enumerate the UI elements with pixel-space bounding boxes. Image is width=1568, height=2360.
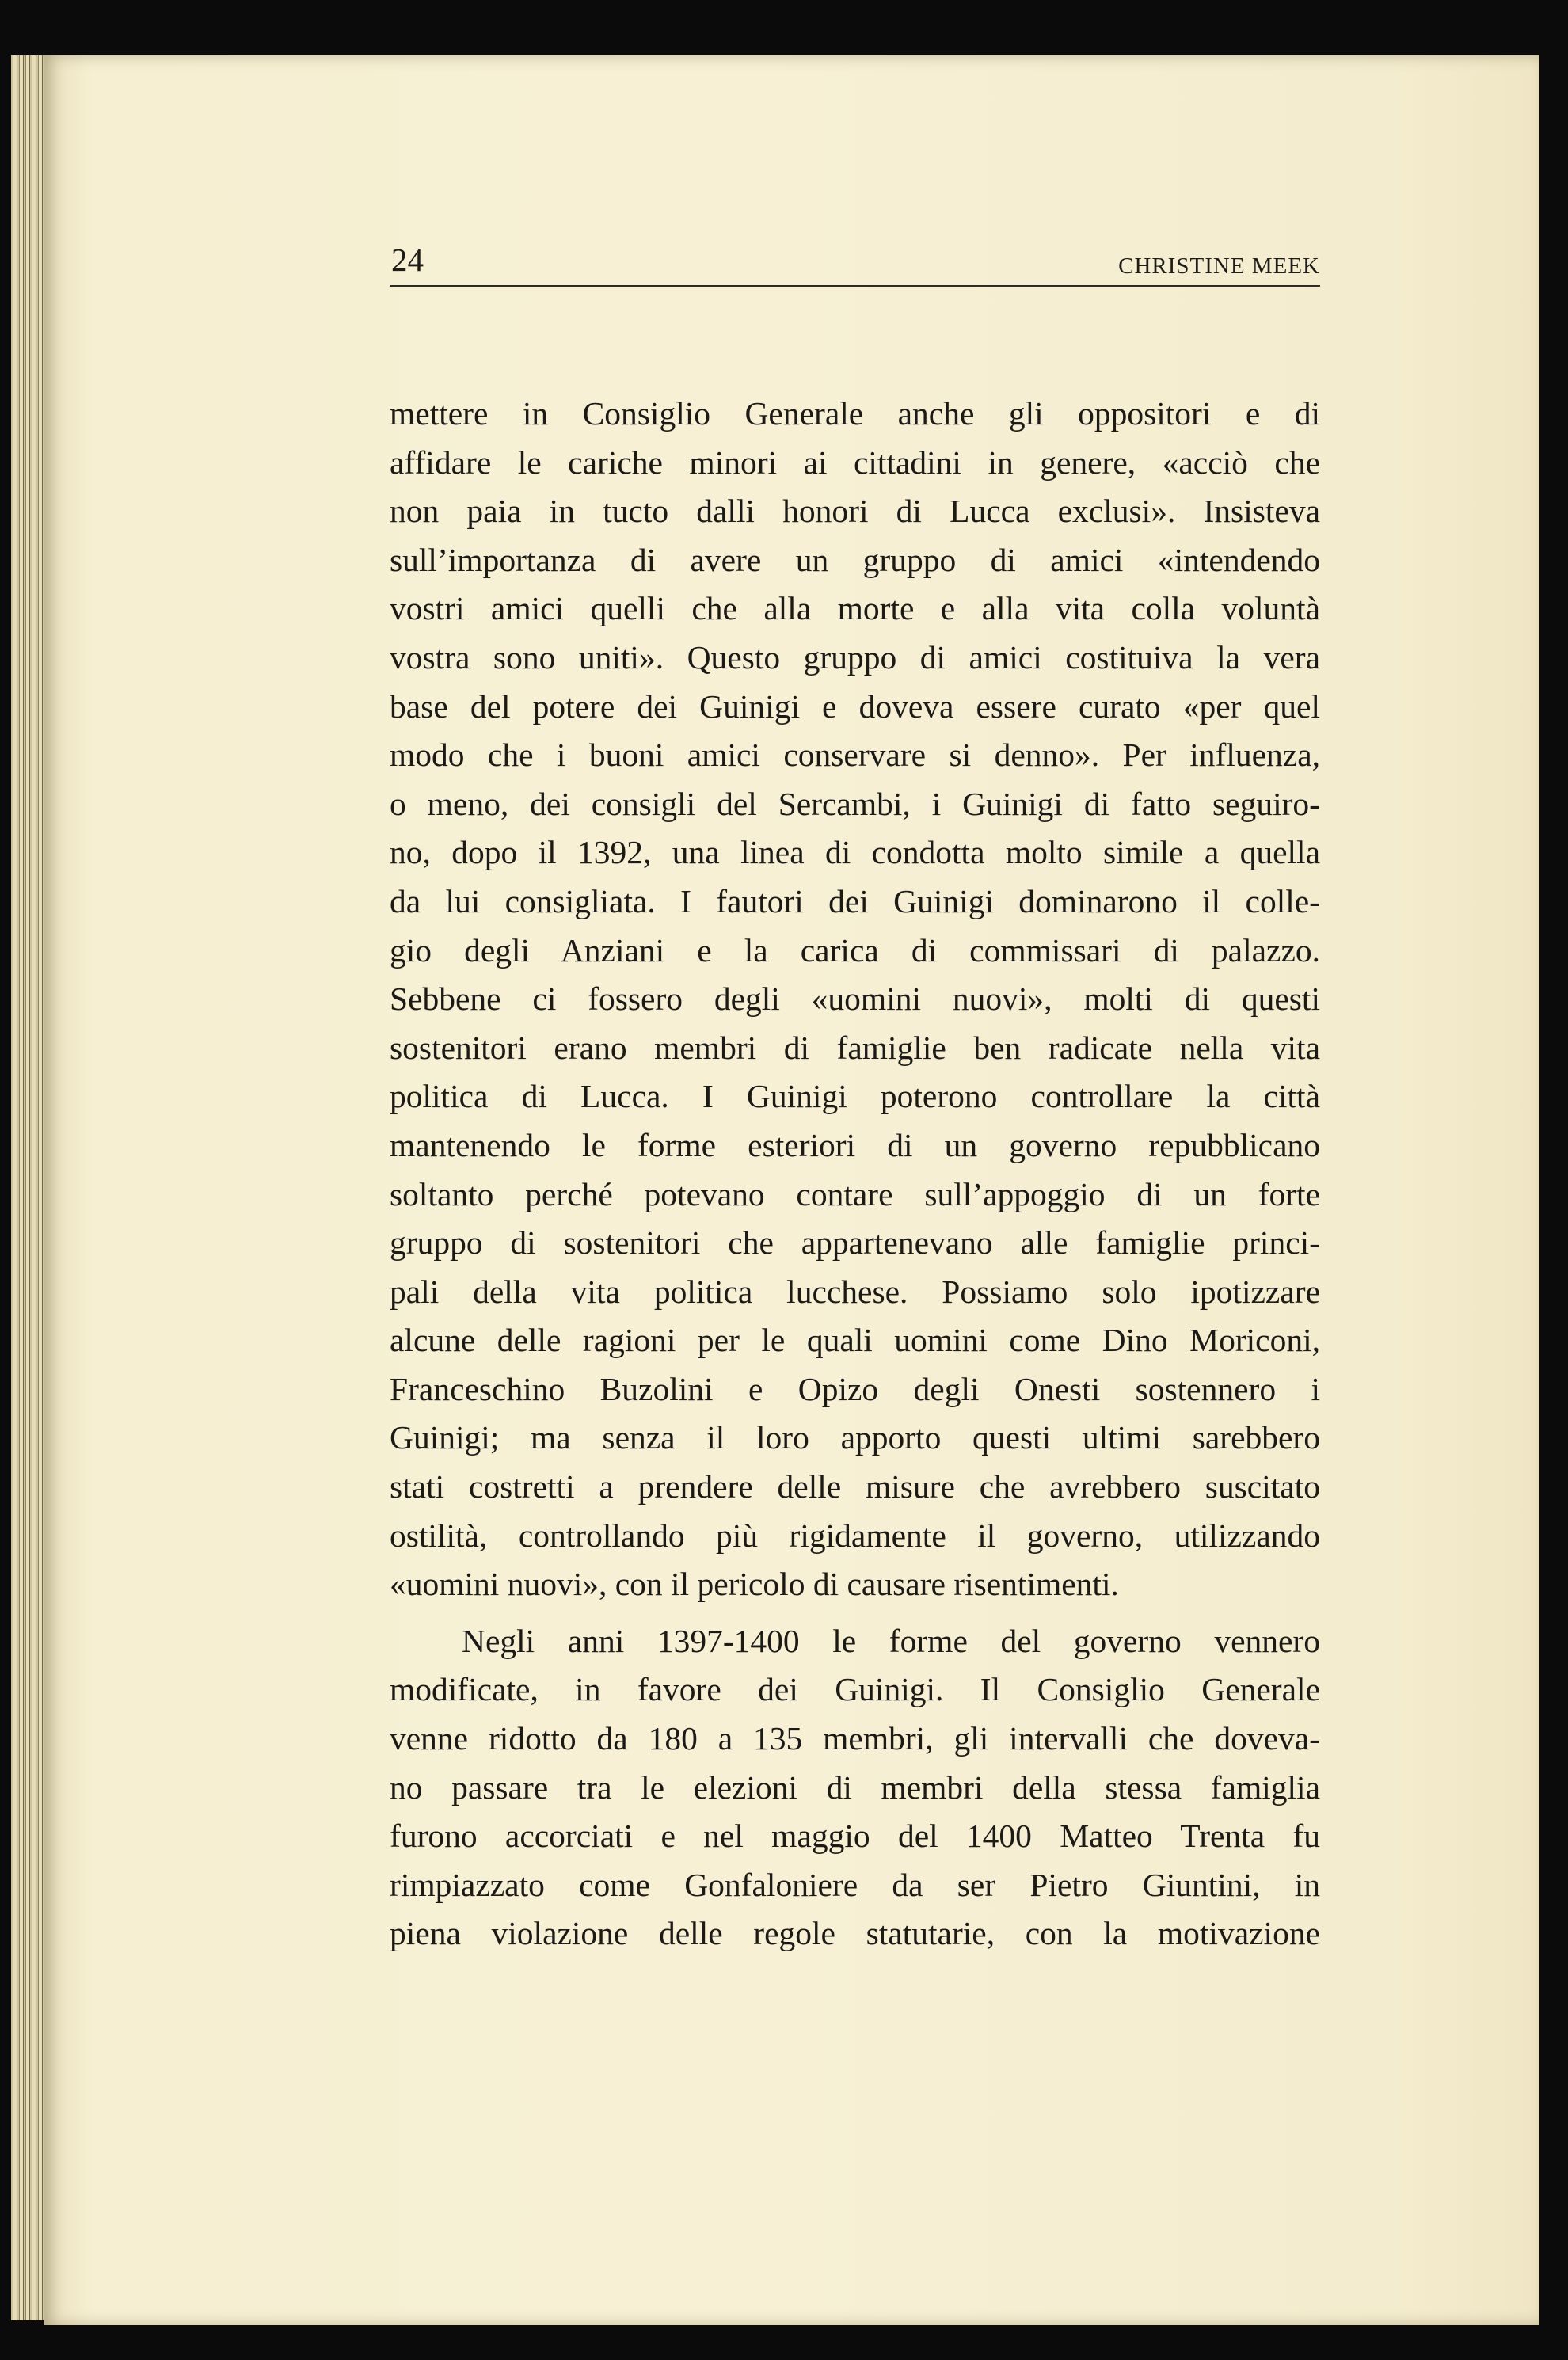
- text-line: Sebbene ci fossero degli «uomini nuovi», molti di questi: [390, 980, 1320, 1018]
- scan-border: [1539, 0, 1568, 2360]
- text-line: stati costretti a prendere delle misure che avrebbero suscitato: [390, 1468, 1320, 1505]
- text-line: «uomini nuovi», con il pericolo di causare risentimenti.: [390, 1566, 1119, 1603]
- paragraph-1: [390, 390, 1320, 1609]
- text-line: Franceschino Buzolini e Opizo degli Onesti sostennero i: [390, 1370, 1320, 1407]
- text-line: mettere in Consiglio Generale anche gli oppositori e di: [390, 395, 1320, 432]
- text-line: non paia in tucto dalli honori di Lucca exclusi». Insisteva: [390, 493, 1320, 530]
- text-line: vostra sono uniti». Questo gruppo di amici costituiva la vera: [390, 638, 1320, 676]
- text-line: Guinigi; ma senza il loro apporto questi ultimi sarebbero: [390, 1419, 1320, 1456]
- paragraph-2: [390, 1617, 1320, 1958]
- text-line: piena violazione delle regole statutarie, con la motivazione: [390, 1915, 1320, 1952]
- page-header: [390, 238, 1320, 287]
- text-line: no, dopo il 1392, una linea di condotta molto simile a quella: [390, 834, 1320, 871]
- text-line: mantenendo le forme esteriori di un governo repubblicano: [390, 1126, 1320, 1163]
- text-line: alcune delle ragioni per le quali uomini come Dino Moriconi,: [390, 1322, 1320, 1359]
- text-line: venne ridotto da 180 a 135 membri, gli intervalli che doveva-: [390, 1720, 1320, 1757]
- text-line: sull’importanza di avere un gruppo di amici «intendendo: [390, 541, 1320, 578]
- text-line: no passare tra le elezioni di membri della stessa famiglia: [390, 1768, 1320, 1806]
- paragraph-gap: [390, 1609, 1320, 1617]
- text-line: pali della vita politica lucchese. Possiamo solo ipotizzare: [390, 1273, 1320, 1310]
- running-head-author: CHRISTINE MEEK: [1118, 253, 1320, 279]
- text-line: da lui consigliata. I fautori dei Guinigi dominarono il colle-: [390, 882, 1320, 919]
- text-line: Negli anni 1397-1400 le forme del governo vennero: [462, 1622, 1320, 1659]
- text-line: sostenitori erano membri di famiglie ben radicate nella vita: [390, 1029, 1320, 1066]
- text-line: o meno, dei consigli del Sercambi, i Guinigi di fatto seguiro-: [390, 785, 1320, 822]
- body-text: [390, 390, 1320, 1958]
- text-line: affidare le cariche minori ai cittadini in genere, «acciò che: [390, 443, 1320, 481]
- text-line: gio degli Anziani e la carica di commissari di palazzo.: [390, 931, 1320, 969]
- text-line: base del potere dei Guinigi e doveva essere curato «per quel: [390, 687, 1320, 725]
- text-line: rimpiazzato come Gonfaloniere da ser Pietro Giuntini, in: [390, 1866, 1320, 1903]
- text-line: politica di Lucca. I Guinigi poterono controllare la città: [390, 1078, 1320, 1115]
- text-line: gruppo di sostenitori che appartenevano alle famiglie princi-: [390, 1224, 1320, 1262]
- text-line: vostri amici quelli che alla morte e alla vita colla voluntà: [390, 590, 1320, 627]
- text-line: modificate, in favore dei Guinigi. Il Consiglio Generale: [390, 1671, 1320, 1708]
- page-number: 24: [391, 242, 424, 278]
- text-line: ostilità, controllando più rigidamente il governo, utilizzando: [390, 1517, 1320, 1554]
- text-line: furono accorciati e nel maggio del 1400 Matteo Trenta fu: [390, 1818, 1320, 1855]
- text-line: modo che i buoni amici conservare si denno». Per influenza,: [390, 737, 1320, 774]
- text-line: soltanto perché potevano contare sull’appoggio di un forte: [390, 1175, 1320, 1212]
